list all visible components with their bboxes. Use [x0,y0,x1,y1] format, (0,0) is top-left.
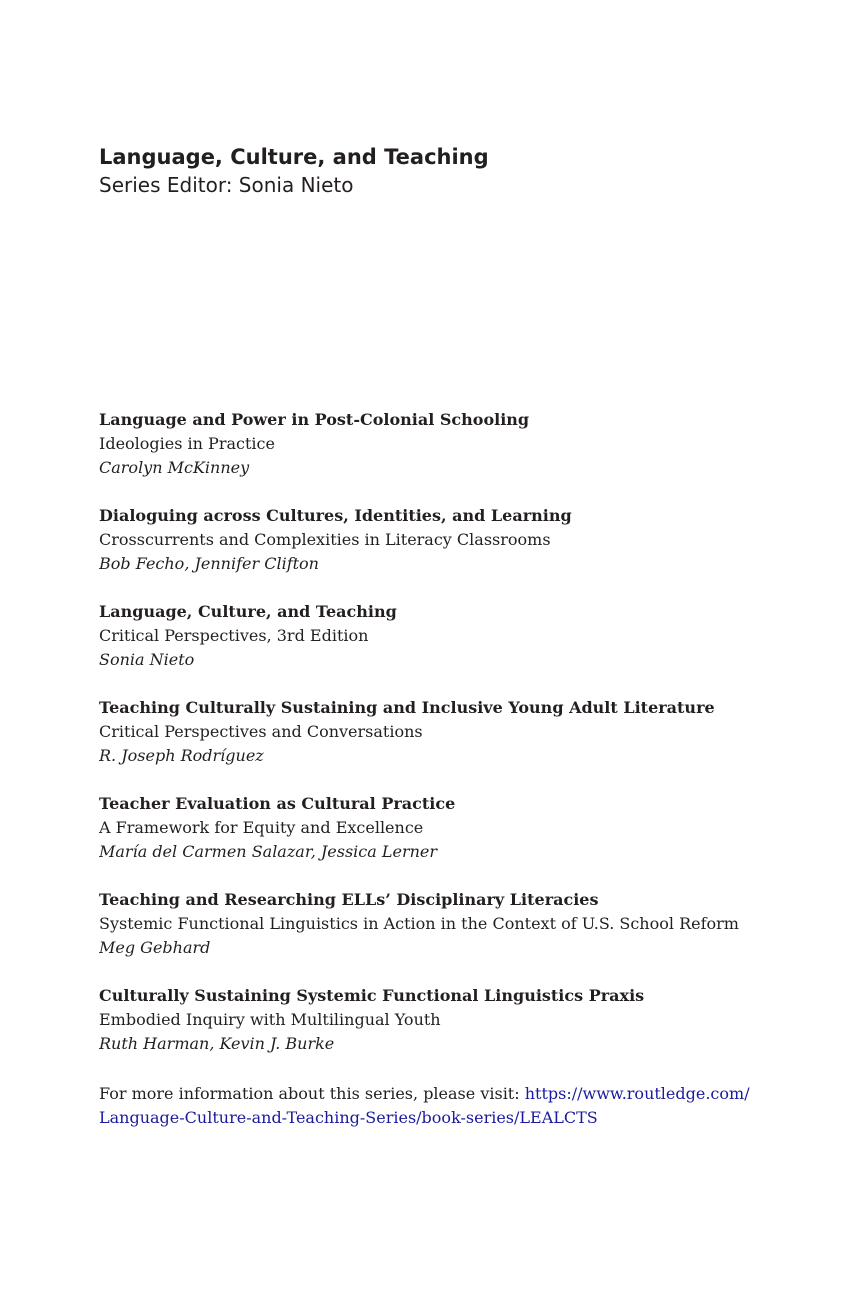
book-subtitle: Ideologies in Practice [99,434,275,453]
book-authors: María del Carmen Salazar, Jessica Lerner [99,842,438,861]
book-title: Language and Power in Post-Colonial Schooling [99,410,530,429]
series-link-part-2[interactable]: Language-Culture-and-Teaching-Series/book-series/LEALCTS [99,1108,598,1127]
book-authors: Sonia Nieto [99,650,195,669]
more-info-line-2 [99,1106,779,1130]
series-editor: Series Editor: Sonia Nieto [99,173,354,197]
more-info [99,1082,779,1130]
book-entry [99,888,779,984]
book-title: Teaching Culturally Sustaining and Inclusive Young Adult Literature [99,698,715,717]
book-subtitle: A Framework for Equity and Excellence [99,818,424,837]
book-subtitle: Systemic Functional Linguistics in Action in the Context of U.S. School Reform [99,914,739,933]
more-info-text: For more information about this series, please visit: [99,1084,525,1103]
book-subtitle: Critical Perspectives, 3rd Edition [99,626,369,645]
book-authors: Bob Fecho, Jennifer Clifton [99,554,319,573]
series-header [99,143,779,199]
book-title: Dialoguing across Cultures, Identities, and Learning [99,506,572,525]
book-authors: Carolyn McKinney [99,458,250,477]
series-title: Language, Culture, and Teaching [99,145,489,169]
book-title: Teaching and Researching ELLs’ Disciplinary Literacies [99,890,599,909]
book-entry [99,984,779,1080]
book-authors: Meg Gebhard [99,938,211,957]
series-link-part-1[interactable]: https://www.routledge.com/ [524,1084,750,1103]
book-subtitle: Embodied Inquiry with Multilingual Youth [99,1010,441,1029]
book-title: Language, Culture, and Teaching [99,602,397,621]
book-subtitle: Critical Perspectives and Conversations [99,722,423,741]
book-entry [99,696,779,792]
book-title: Culturally Sustaining Systemic Functional Linguistics Praxis [99,986,645,1005]
book-title: Teacher Evaluation as Cultural Practice [99,794,456,813]
series-page [99,0,779,1296]
book-entry [99,600,779,696]
book-entry [99,792,779,888]
book-list [99,408,779,1080]
book-authors: Ruth Harman, Kevin J. Burke [99,1034,335,1053]
book-authors: R. Joseph Rodríguez [99,746,264,765]
more-info-line-1 [99,1082,779,1106]
book-entry [99,408,779,504]
book-subtitle: Crosscurrents and Complexities in Literacy Classrooms [99,530,551,549]
book-entry [99,504,779,600]
